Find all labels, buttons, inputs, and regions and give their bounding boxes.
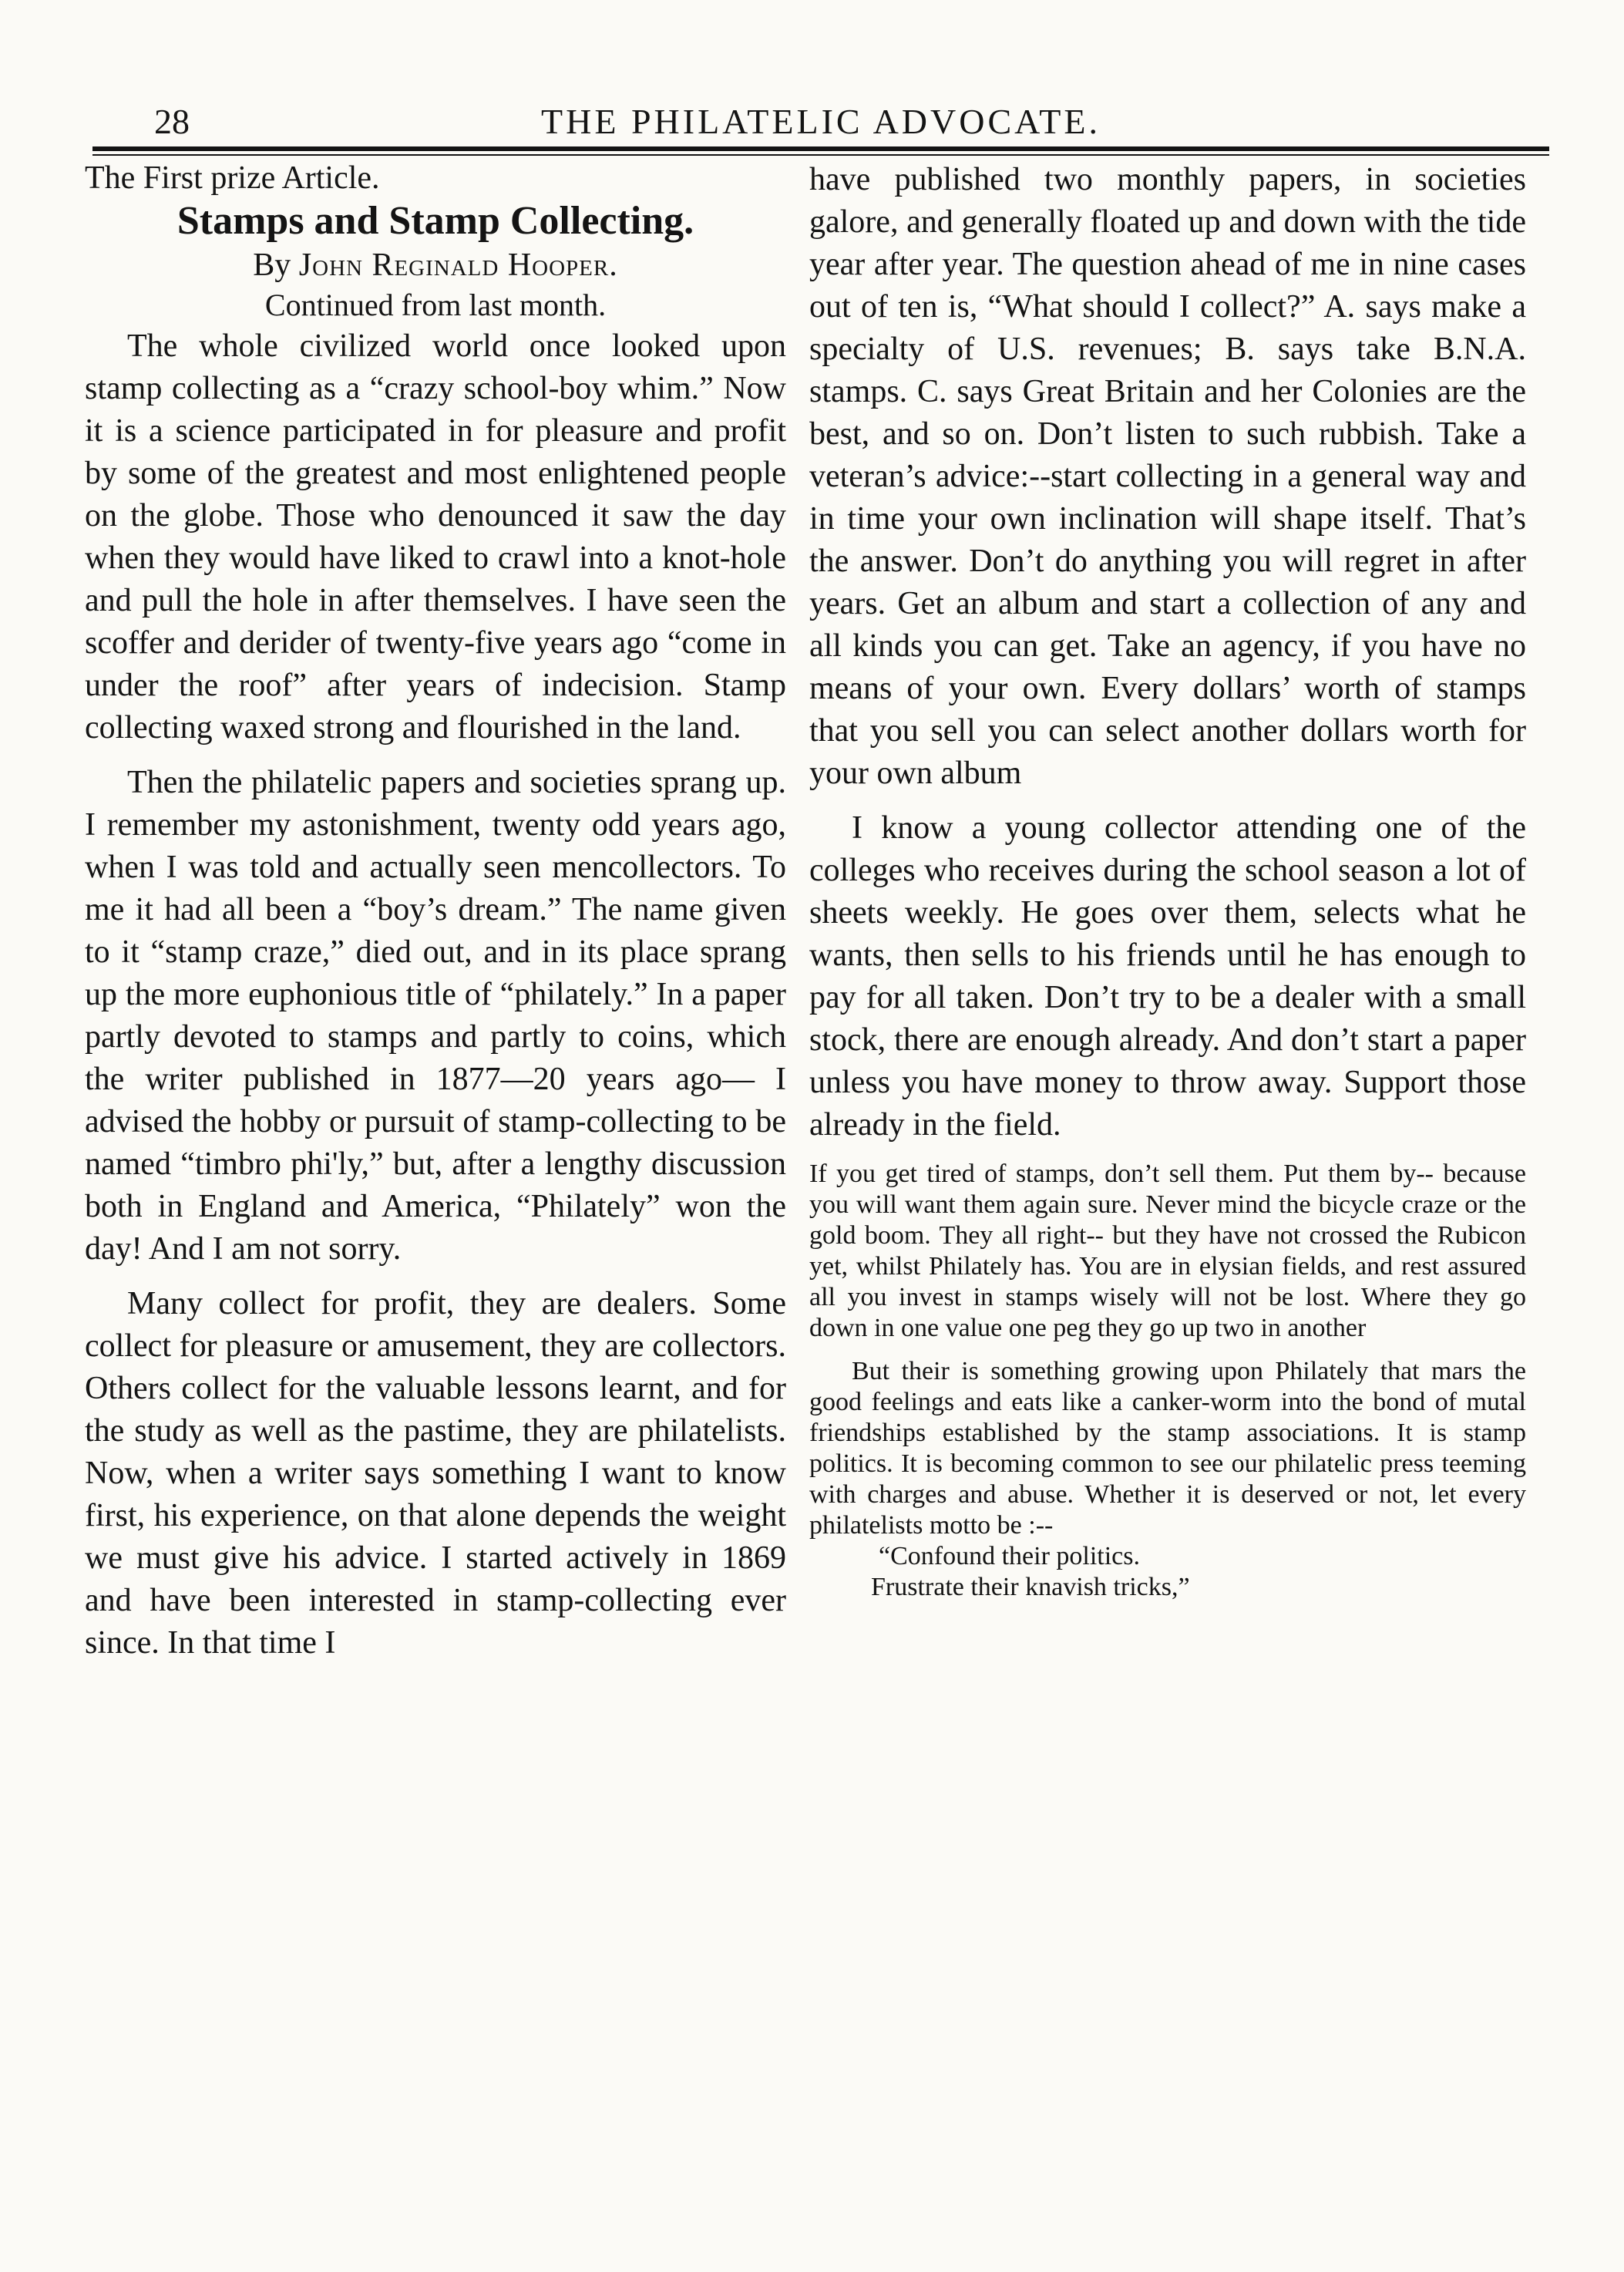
- right-column: [809, 159, 1526, 2240]
- page-header: [92, 99, 1549, 145]
- header-rule-thin: [92, 154, 1549, 156]
- continued-note: Continued from last month.: [264, 288, 607, 322]
- paragraph: Many collect for profit, they are dealers. Some collect for pleasure or amusement, they are collectors. Others collect for the valuable lessons learnt, and for the study as well as the pastime, they are philatelists. Now, when a writer says something I want to know first, his experience, on that alone depends the weight we must give his advice. I started actively in 1869 and have been interested in stamp-collecting ever since. In that time I: [85, 1286, 786, 1661]
- paragraph: Then the philatelic papers and societies sprang up. I remember my astonishment, twenty odd years ago, when I was told and actually seen mencollectors. To me it had all been a “boy’s dream.” The name given to it “stamp craze,” died out, and in its place sprang up the more euphonious title of “philately.” In a paper partly devoted to stamps and partly to coins, which the writer published in 1877—20 years ago— I advised the hobby or pursuit of stamp-collecting to be named “timbro phi'ly,” but, after a lengthy discussion both in England and America, “Philately” won the day! And I am not sorry.: [85, 765, 786, 1267]
- byline: [85, 245, 786, 285]
- quote-line: Frustrate their knavish tricks,”: [871, 1573, 1190, 1601]
- author-name: John Reginald Hooper.: [298, 247, 618, 283]
- publication-title: THE PHILATELIC ADVOCATE.: [541, 102, 1101, 141]
- paragraph: have published two monthly papers, in societies galore, and generally floated up and down with the tide year after year. The question ahead of me in nine cases out of ten is, “What should I collect?” A. says make a specialty of U.S. revenues; B. says take B.N.A. stamps. C. says Great Britain and her Colonies are the best, and so on. Don’t listen to such rubbish. Take a veteran’s advice:--start collecting in a general way and in time your own inclination will shape itself. That’s the answer. Don’t do anything you will regret in after years. Get an album and start a collection of any and all kinds you can get. Take an agency, if you have no means of your own. Every dollars’ worth of stamps that you sell you can select another dollars worth for your own album: [809, 162, 1526, 791]
- paragraph: The whole civilized world once looked upon stamp collecting as a “crazy school-boy whim.” Now it is a science participated in for pleasure and profit by some of the greatest and most enlightened people on the globe. Those who denounced it saw the day when they would have liked to crawl into a knot-hole and pull the hole in after themselves. I have seen the scoffer and derider of twenty-five years ago “come in under the roof” after years of indecision. Stamp collecting waxed strong and flourished in the land.: [85, 328, 786, 746]
- paragraph-small: But their is something growing upon Philately that mars the good feelings and eats like a canker-worm into the bond of mutal friendships established by the stamp associations. It is stamp politics. It is becoming common to see our philatelic press teeming with charges and abuse. Whether it is deserved or not, let every philatelists motto be :--: [809, 1357, 1526, 1540]
- byline-prefix: By: [253, 247, 291, 283]
- prize-label: The First prize Article.: [85, 160, 380, 196]
- article-title: Stamps and Stamp Collecting.: [177, 199, 694, 243]
- page-number: 28: [154, 102, 190, 141]
- paragraph-small: If you get tired of stamps, don’t sell them. Put them by-- because you will want them again sure. Never mind the bicycle craze or the gold boom. They all right-- but they have not crossed the Rubicon yet, whilst Philately has. You are in elysian fields, and rest assured all you invest in stamps wisely will not be lost. Where they go down in one value one peg they go up two in another: [809, 1160, 1526, 1342]
- paragraph: I know a young collector attending one of the colleges who receives during the school season a lot of sheets weekly. He goes over them, selects what he wants, then sells to his friends until he has enough to pay for all taken. Don’t try to be a dealer with a small stock, there are enough already. And don’t start a paper unless you have money to throw away. Support those already in the field.: [809, 810, 1526, 1143]
- left-column: [85, 159, 786, 2240]
- header-rule: [92, 146, 1549, 151]
- quote-line: “Confound their politics.: [879, 1542, 1141, 1570]
